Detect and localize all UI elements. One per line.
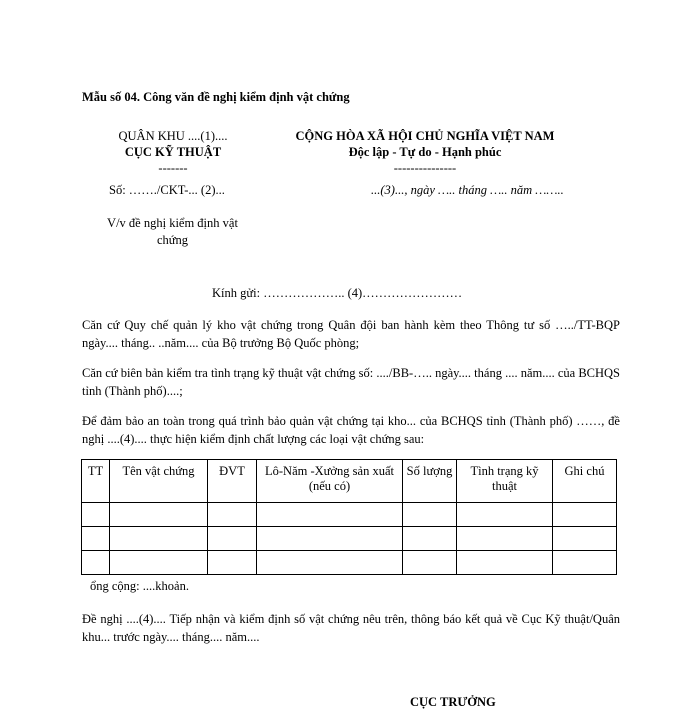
form-title: Mẫu số 04. Công văn đề nghị kiểm định vật chứng xyxy=(82,90,350,104)
table-row xyxy=(82,503,617,527)
table-cell xyxy=(208,551,257,575)
table-cell xyxy=(257,503,403,527)
table-cell xyxy=(457,551,553,575)
signature-title: CỤC TRƯỞNG xyxy=(410,695,496,709)
subject-line-2: chứng xyxy=(156,233,189,247)
table-cell xyxy=(82,527,110,551)
place-date: ...(3)..., ngày ….. tháng ….. năm …….. xyxy=(371,183,564,197)
table-cell xyxy=(208,527,257,551)
table-cell xyxy=(553,527,617,551)
table-cell xyxy=(457,503,553,527)
header-cell: Tên vật chứng xyxy=(110,460,208,503)
left-divider: ------- xyxy=(158,161,188,175)
table-cell xyxy=(553,503,617,527)
unit-line: QUÂN KHU ....(1).... xyxy=(118,129,228,143)
document-number: Số: ……./CKT-... (2)... xyxy=(109,183,225,197)
header-cell: Số lượng xyxy=(403,460,457,503)
paragraph-legal-basis: Căn cứ Quy chế quản lý kho vật chứng trong Quân đội ban hành kèm theo Thông tư số …../TT-BQP ngày.... tháng.. ..năm.... của Bộ trưởng Bộ Quốc phòng; xyxy=(82,318,620,350)
table-cell xyxy=(403,551,457,575)
table-cell xyxy=(257,527,403,551)
table-cell xyxy=(110,551,208,575)
department-line: CỤC KỸ THUẬT xyxy=(124,145,222,159)
table-header-row xyxy=(82,460,617,503)
closing-paragraph: Đề nghị ....(4).... Tiếp nhận và kiểm định số vật chứng nêu trên, thông báo kết quả về Cục Kỹ thuật/Quân khu... trước ngày.... tháng.... năm.... xyxy=(82,612,620,644)
header-cell: Tình trạng kỹ thuật xyxy=(457,460,553,503)
country-name: CỘNG HÒA XÃ HỘI CHỦ NGHĨA VIỆT NAM xyxy=(295,129,555,143)
national-header xyxy=(265,128,585,176)
table-cell xyxy=(257,551,403,575)
table-cell xyxy=(457,527,553,551)
subject-block xyxy=(85,215,260,249)
table-cell xyxy=(110,527,208,551)
table-cell xyxy=(82,551,110,575)
paragraph-inspection-report: Căn cứ biên bản kiểm tra tình trạng kỹ thuật vật chứng số: ..../BB-….. ngày.... tháng .... năm.... của BCHQS tỉnh (Thành phố)....; xyxy=(82,366,621,398)
table-cell xyxy=(110,503,208,527)
right-divider: --------------- xyxy=(393,161,457,175)
table-row xyxy=(82,527,617,551)
header-cell: Lô-Năm -Xưởng sản xuất (nếu có) xyxy=(257,460,403,503)
evidence-table xyxy=(81,459,617,575)
header-cell: ĐVT xyxy=(208,460,257,503)
left-header xyxy=(93,128,253,176)
recipient-line: Kính gửi: ……………….. (4)…………………… xyxy=(212,286,463,300)
table-cell xyxy=(208,503,257,527)
table-row xyxy=(82,551,617,575)
national-motto: Độc lập - Tự do - Hạnh phúc xyxy=(348,145,502,159)
table-cell xyxy=(553,551,617,575)
header-cell: Ghi chú xyxy=(553,460,617,503)
total-line: ổng cộng: ....khoản. xyxy=(90,579,189,593)
table-cell xyxy=(403,527,457,551)
table-cell xyxy=(403,503,457,527)
header-cell: TT xyxy=(82,460,110,503)
paragraph-request: Để đảm bảo an toàn trong quá trình bảo quản vật chứng tại kho... của BCHQS tỉnh (Thành phố) ……, đề nghị ....(4).... thực hiện kiểm định chất lượng các loại vật chứng sau: xyxy=(82,414,620,446)
subject-line-1: V/v đề nghị kiểm định vật xyxy=(107,216,238,230)
table-cell xyxy=(82,503,110,527)
